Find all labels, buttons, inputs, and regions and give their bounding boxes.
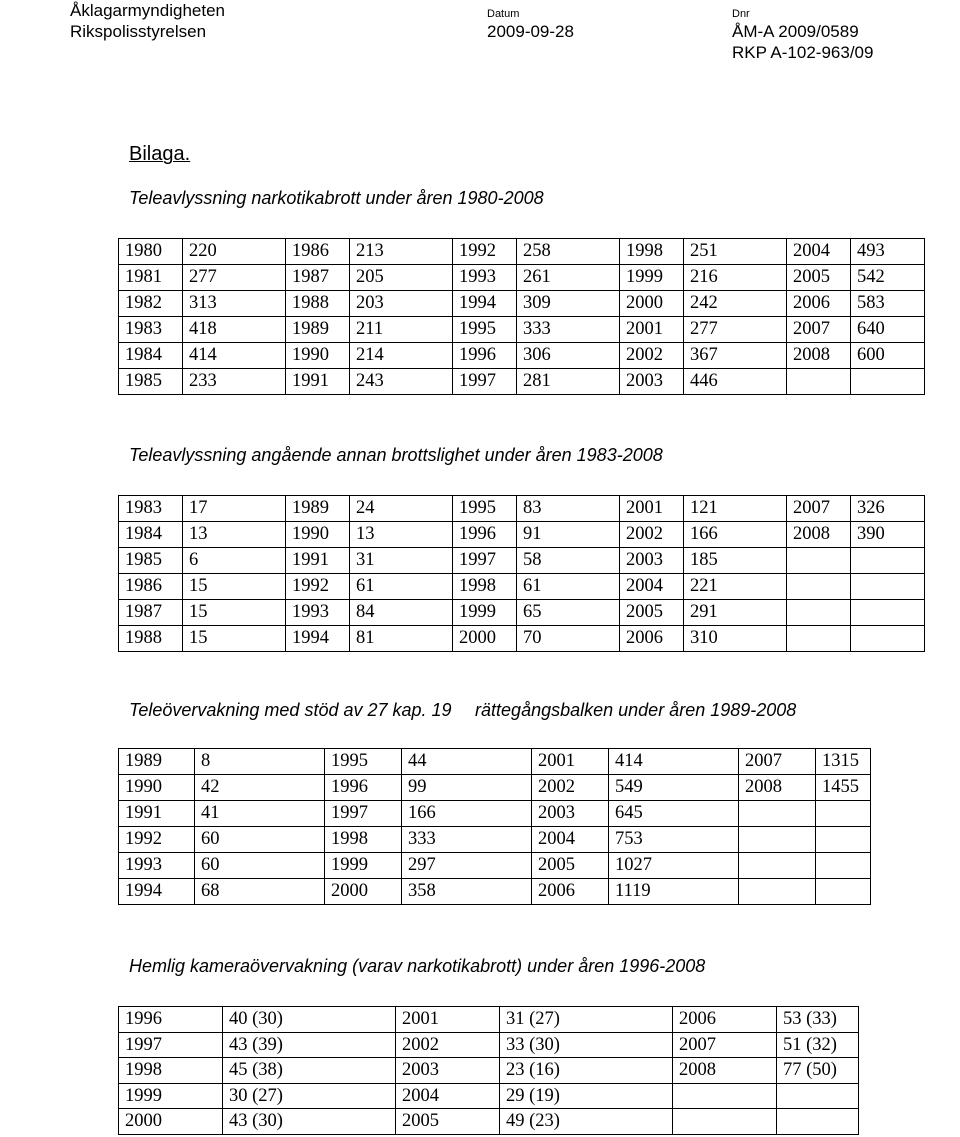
year-cell [739, 827, 816, 853]
count-cell: 446 [684, 369, 787, 395]
appendix-heading: Bilaga. [129, 143, 191, 165]
count-cell: 17 [183, 496, 286, 522]
year-cell: 2000 [119, 1109, 223, 1135]
year-cell [673, 1109, 777, 1135]
year-cell: 1993 [119, 853, 195, 879]
count-cell: 313 [183, 291, 286, 317]
count-cell: 58 [517, 548, 620, 574]
year-cell: 2004 [532, 827, 609, 853]
count-cell: 84 [350, 600, 453, 626]
year-cell: 2002 [620, 522, 684, 548]
count-cell: 281 [517, 369, 620, 395]
count-cell: 233 [183, 369, 286, 395]
year-cell: 1997 [453, 548, 517, 574]
count-cell: 242 [684, 291, 787, 317]
count-cell: 24 [350, 496, 453, 522]
org-name-1: Åklagarmyndigheten [70, 1, 225, 20]
year-cell: 1990 [286, 522, 350, 548]
count-cell [851, 626, 925, 652]
count-cell: 261 [517, 265, 620, 291]
year-cell: 2006 [620, 626, 684, 652]
year-cell: 2008 [787, 343, 851, 369]
count-cell: 251 [684, 239, 787, 265]
count-cell: 15 [183, 626, 286, 652]
year-cell [787, 369, 851, 395]
year-cell: 2008 [787, 522, 851, 548]
count-cell: 43 (30) [223, 1109, 396, 1135]
table-row [119, 574, 925, 600]
section-2-title: Teleavlyssning angående annan brottslighet under åren 1983-2008 [129, 445, 663, 465]
year-cell: 2007 [787, 317, 851, 343]
count-cell: 45 (38) [223, 1058, 396, 1084]
count-cell: 121 [684, 496, 787, 522]
year-cell: 1986 [286, 239, 350, 265]
count-cell: 418 [183, 317, 286, 343]
count-cell: 414 [183, 343, 286, 369]
section-1-title: Teleavlyssning narkotikabrott under åren 1980-2008 [129, 188, 544, 208]
year-cell [739, 879, 816, 905]
year-cell [787, 574, 851, 600]
count-cell: 640 [851, 317, 925, 343]
count-cell: 213 [350, 239, 453, 265]
count-cell: 31 [350, 548, 453, 574]
count-cell: 91 [517, 522, 620, 548]
table-row [119, 1032, 859, 1058]
year-cell: 1996 [119, 1007, 223, 1033]
table-row [119, 1109, 859, 1135]
count-cell: 40 (30) [223, 1007, 396, 1033]
year-cell: 1992 [119, 827, 195, 853]
year-cell: 1999 [119, 1083, 223, 1109]
table-row [119, 1083, 859, 1109]
year-cell: 1986 [119, 574, 183, 600]
count-cell: 542 [851, 265, 925, 291]
year-cell: 1985 [119, 548, 183, 574]
count-cell: 33 (30) [500, 1032, 673, 1058]
year-cell: 1991 [286, 548, 350, 574]
count-cell [816, 801, 871, 827]
table-row [119, 827, 871, 853]
table-row [119, 496, 925, 522]
count-cell: 70 [517, 626, 620, 652]
count-cell: 214 [350, 343, 453, 369]
year-cell: 1998 [620, 239, 684, 265]
dnr-number-2: RKP A-102-963/09 [732, 43, 874, 62]
count-cell: 1455 [816, 775, 871, 801]
count-cell: 23 (16) [500, 1058, 673, 1084]
year-cell: 2008 [739, 775, 816, 801]
table-row [119, 343, 925, 369]
count-cell: 220 [183, 239, 286, 265]
year-cell [787, 600, 851, 626]
count-cell: 390 [851, 522, 925, 548]
table-row [119, 522, 925, 548]
year-cell: 2006 [532, 879, 609, 905]
count-cell: 203 [350, 291, 453, 317]
table-row [119, 749, 871, 775]
count-cell [816, 879, 871, 905]
count-cell: 49 (23) [500, 1109, 673, 1135]
count-cell [851, 369, 925, 395]
count-cell: 60 [195, 853, 325, 879]
year-cell: 1988 [119, 626, 183, 652]
count-cell: 41 [195, 801, 325, 827]
count-cell: 6 [183, 548, 286, 574]
section-3-title: Teleövervakning med stöd av 27 kap. 19 rättegångsbalken under åren 1989-2008 [129, 700, 778, 720]
year-cell: 1988 [286, 291, 350, 317]
count-cell: 42 [195, 775, 325, 801]
count-cell: 306 [517, 343, 620, 369]
count-cell: 61 [350, 574, 453, 600]
year-cell: 2004 [787, 239, 851, 265]
document-date: 2009-09-28 [487, 22, 574, 41]
year-cell: 1996 [325, 775, 402, 801]
count-cell [851, 548, 925, 574]
year-cell: 2001 [396, 1007, 500, 1033]
table-row [119, 548, 925, 574]
dnr-number-1: ÅM-A 2009/0589 [732, 22, 859, 41]
year-cell: 2004 [620, 574, 684, 600]
table-row [119, 239, 925, 265]
count-cell: 258 [517, 239, 620, 265]
table-row [119, 879, 871, 905]
year-cell: 1994 [119, 879, 195, 905]
count-cell: 645 [609, 801, 739, 827]
table-row [119, 1007, 859, 1033]
year-cell: 2005 [532, 853, 609, 879]
year-cell: 2006 [673, 1007, 777, 1033]
year-cell: 1998 [453, 574, 517, 600]
count-cell: 1119 [609, 879, 739, 905]
year-cell: 2000 [453, 626, 517, 652]
count-cell: 493 [851, 239, 925, 265]
year-cell: 2005 [787, 265, 851, 291]
year-cell: 2003 [396, 1058, 500, 1084]
year-cell: 1990 [119, 775, 195, 801]
year-cell: 1989 [286, 496, 350, 522]
table-row [119, 853, 871, 879]
year-cell: 1996 [453, 343, 517, 369]
section-2-table [118, 495, 925, 652]
count-cell: 8 [195, 749, 325, 775]
table-row [119, 626, 925, 652]
count-cell: 358 [402, 879, 532, 905]
year-cell [739, 801, 816, 827]
year-cell: 1992 [453, 239, 517, 265]
count-cell: 53 (33) [777, 1007, 859, 1033]
year-cell: 1993 [453, 265, 517, 291]
year-cell: 1984 [119, 522, 183, 548]
year-cell: 2003 [620, 369, 684, 395]
year-cell: 1997 [453, 369, 517, 395]
count-cell: 185 [684, 548, 787, 574]
count-cell: 583 [851, 291, 925, 317]
count-cell: 600 [851, 343, 925, 369]
count-cell: 43 (39) [223, 1032, 396, 1058]
year-cell: 2005 [396, 1109, 500, 1135]
year-cell: 1987 [119, 600, 183, 626]
year-cell: 2001 [620, 317, 684, 343]
year-cell: 1997 [325, 801, 402, 827]
year-cell: 1995 [325, 749, 402, 775]
count-cell: 333 [402, 827, 532, 853]
year-cell: 1995 [453, 317, 517, 343]
count-cell: 549 [609, 775, 739, 801]
count-cell: 61 [517, 574, 620, 600]
date-label: Datum [487, 8, 520, 20]
count-cell [816, 853, 871, 879]
count-cell: 310 [684, 626, 787, 652]
year-cell: 1983 [119, 317, 183, 343]
year-cell: 1990 [286, 343, 350, 369]
year-cell: 2006 [787, 291, 851, 317]
count-cell: 81 [350, 626, 453, 652]
year-cell: 1984 [119, 343, 183, 369]
year-cell: 1994 [453, 291, 517, 317]
count-cell: 83 [517, 496, 620, 522]
year-cell: 2002 [396, 1032, 500, 1058]
year-cell: 1991 [119, 801, 195, 827]
table-row [119, 265, 925, 291]
count-cell: 1027 [609, 853, 739, 879]
dnr-label: Dnr [732, 8, 750, 20]
year-cell: 2000 [620, 291, 684, 317]
count-cell: 77 (50) [777, 1058, 859, 1084]
count-cell: 216 [684, 265, 787, 291]
year-cell: 2007 [787, 496, 851, 522]
count-cell: 205 [350, 265, 453, 291]
count-cell: 13 [350, 522, 453, 548]
count-cell: 65 [517, 600, 620, 626]
year-cell: 1985 [119, 369, 183, 395]
year-cell: 1980 [119, 239, 183, 265]
year-cell: 1982 [119, 291, 183, 317]
count-cell: 367 [684, 343, 787, 369]
count-cell [851, 600, 925, 626]
year-cell: 1999 [453, 600, 517, 626]
count-cell: 333 [517, 317, 620, 343]
table-row [119, 1058, 859, 1084]
count-cell: 291 [684, 600, 787, 626]
section-3-table [118, 748, 871, 905]
year-cell: 1991 [286, 369, 350, 395]
year-cell: 1993 [286, 600, 350, 626]
year-cell [787, 626, 851, 652]
year-cell: 1983 [119, 496, 183, 522]
count-cell: 51 (32) [777, 1032, 859, 1058]
count-cell: 221 [684, 574, 787, 600]
count-cell: 277 [684, 317, 787, 343]
year-cell: 2002 [620, 343, 684, 369]
year-cell: 1994 [286, 626, 350, 652]
count-cell: 44 [402, 749, 532, 775]
year-cell: 1998 [325, 827, 402, 853]
year-cell: 2005 [620, 600, 684, 626]
count-cell: 309 [517, 291, 620, 317]
year-cell [673, 1083, 777, 1109]
count-cell: 1315 [816, 749, 871, 775]
table-row [119, 600, 925, 626]
year-cell: 2003 [620, 548, 684, 574]
count-cell: 68 [195, 879, 325, 905]
year-cell: 2001 [532, 749, 609, 775]
year-cell: 1998 [119, 1058, 223, 1084]
year-cell: 2000 [325, 879, 402, 905]
count-cell: 99 [402, 775, 532, 801]
section-1-table [118, 238, 925, 395]
year-cell: 1996 [453, 522, 517, 548]
year-cell: 1992 [286, 574, 350, 600]
year-cell: 1997 [119, 1032, 223, 1058]
table-row [119, 775, 871, 801]
year-cell: 2007 [673, 1032, 777, 1058]
year-cell [739, 853, 816, 879]
count-cell: 166 [684, 522, 787, 548]
count-cell: 297 [402, 853, 532, 879]
year-cell: 1981 [119, 265, 183, 291]
count-cell: 13 [183, 522, 286, 548]
count-cell: 30 (27) [223, 1083, 396, 1109]
count-cell [777, 1083, 859, 1109]
count-cell [777, 1109, 859, 1135]
year-cell: 1999 [325, 853, 402, 879]
year-cell: 2003 [532, 801, 609, 827]
count-cell: 211 [350, 317, 453, 343]
count-cell: 15 [183, 600, 286, 626]
count-cell: 243 [350, 369, 453, 395]
year-cell: 1995 [453, 496, 517, 522]
table-row [119, 801, 871, 827]
section-4-table [118, 1006, 859, 1135]
year-cell: 2008 [673, 1058, 777, 1084]
year-cell: 2001 [620, 496, 684, 522]
year-cell: 1987 [286, 265, 350, 291]
year-cell: 2004 [396, 1083, 500, 1109]
count-cell [816, 827, 871, 853]
count-cell: 753 [609, 827, 739, 853]
org-name-2: Rikspolisstyrelsen [70, 22, 207, 41]
year-cell [787, 548, 851, 574]
count-cell: 60 [195, 827, 325, 853]
count-cell: 15 [183, 574, 286, 600]
count-cell: 31 (27) [500, 1007, 673, 1033]
count-cell: 29 (19) [500, 1083, 673, 1109]
count-cell: 277 [183, 265, 286, 291]
count-cell: 414 [609, 749, 739, 775]
year-cell: 1989 [286, 317, 350, 343]
count-cell: 166 [402, 801, 532, 827]
year-cell: 1989 [119, 749, 195, 775]
table-row [119, 317, 925, 343]
year-cell: 2007 [739, 749, 816, 775]
table-row [119, 291, 925, 317]
year-cell: 1999 [620, 265, 684, 291]
table-row [119, 369, 925, 395]
year-cell: 2002 [532, 775, 609, 801]
count-cell: 326 [851, 496, 925, 522]
count-cell [851, 574, 925, 600]
section-4-title: Hemlig kameraövervakning (varav narkotikabrott) under åren 1996-2008 [129, 956, 706, 976]
